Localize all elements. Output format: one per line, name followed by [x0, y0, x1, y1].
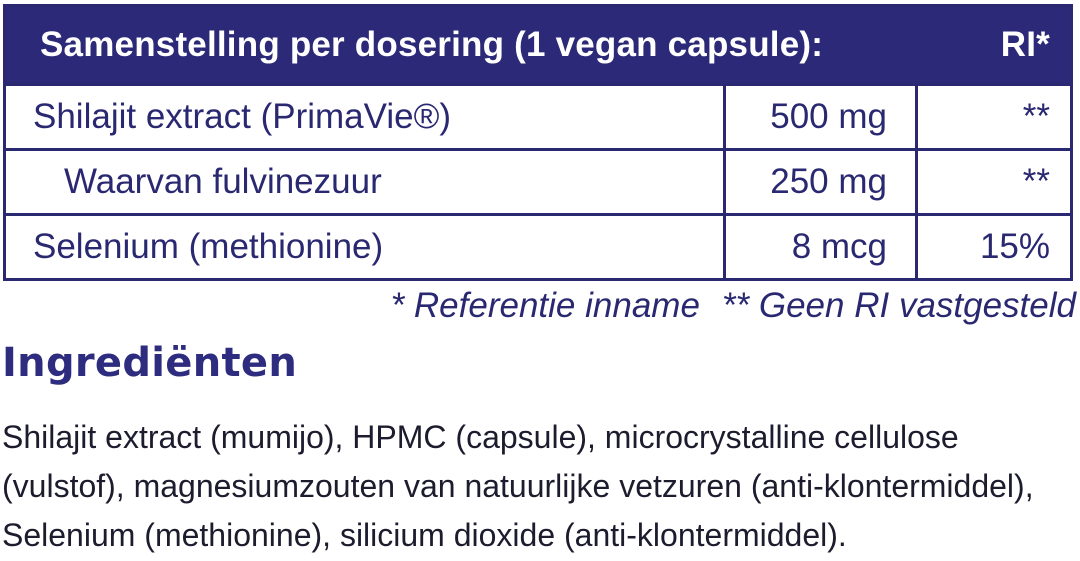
- table-header-title: Samenstelling per dosering (1 vegan capsule):: [40, 25, 824, 64]
- table-header-ri: RI*: [1000, 25, 1050, 64]
- ingredients-line: Shilajit extract (mumijo), HPMC (capsule), microcrystalline cellulose: [2, 419, 959, 455]
- row-ri: **: [1022, 162, 1050, 201]
- row-amount: 500 mg: [726, 86, 918, 148]
- row-amount: 250 mg: [726, 151, 918, 213]
- footnote-no-ri: ** Geen RI vastgesteld: [721, 286, 1076, 325]
- table-row-fulvic-acid: [6, 148, 1070, 213]
- ingredients-heading: Ingrediënten: [2, 340, 298, 386]
- table-row-selenium: [6, 213, 1070, 278]
- ingredients-line: (vulstof), magnesiumzouten van natuurlijke vetzuren (anti-klontermiddel),: [2, 468, 1034, 504]
- row-ri: **: [1022, 97, 1050, 136]
- row-amount: 8 mcg: [726, 216, 918, 278]
- ingredients-line: Selenium (methionine), silicium dioxide (anti-klontermiddel).: [2, 517, 847, 553]
- nutrition-table: [3, 4, 1073, 281]
- footnote-reference-intake: * Referentie inname: [390, 286, 700, 325]
- row-name: Selenium (methionine): [6, 216, 726, 278]
- row-name: Shilajit extract (PrimaVie®): [6, 86, 726, 148]
- row-name: Waarvan fulvinezuur: [6, 151, 726, 213]
- row-ri: 15%: [979, 227, 1050, 266]
- ingredients-text: [2, 413, 1078, 560]
- footnote: [391, 286, 1076, 326]
- table-row-shilajit: [6, 83, 1070, 148]
- table-header: [6, 7, 1070, 83]
